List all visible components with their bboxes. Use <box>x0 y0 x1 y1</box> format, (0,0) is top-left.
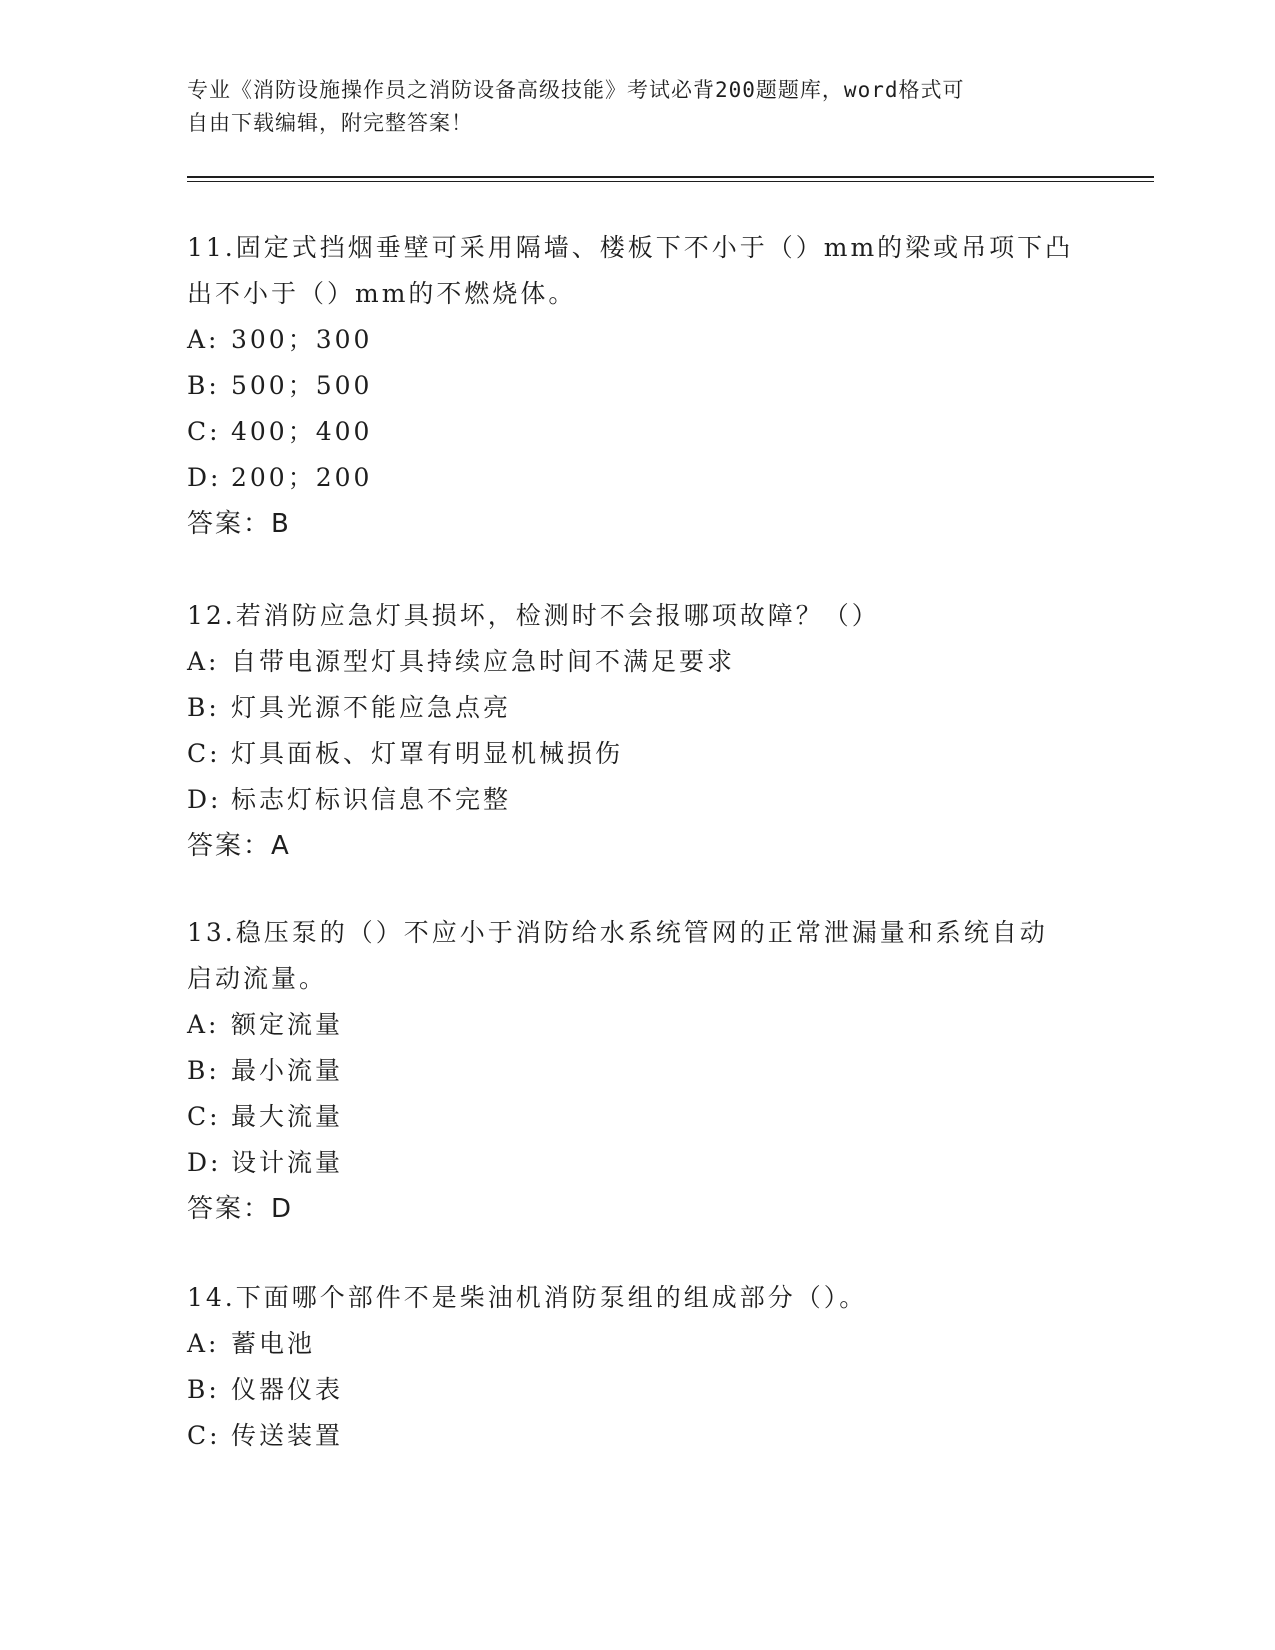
option-a <box>187 317 1087 363</box>
question-14 <box>187 1275 1087 1459</box>
option-key: D: <box>187 1148 222 1177</box>
option-text: 标志灯标识信息不完整 <box>231 785 512 814</box>
option-key: C: <box>187 739 221 768</box>
question-stem-line: 启动流量。 <box>187 964 328 993</box>
option-key: A: <box>187 1329 220 1358</box>
option-text: 500；500 <box>231 371 373 400</box>
option-b <box>187 363 1087 409</box>
option-key: A: <box>187 325 220 354</box>
question-13 <box>187 910 1087 1232</box>
option-key: B: <box>187 371 220 400</box>
option-text: 自带电源型灯具持续应急时间不满足要求 <box>231 647 736 676</box>
question-stem <box>187 910 1087 1002</box>
option-key: B: <box>187 693 220 722</box>
option-text: 灯具光源不能应急点亮 <box>231 693 512 722</box>
question-11 <box>187 225 1087 547</box>
option-key: B: <box>187 1375 220 1404</box>
question-stem-line: 出不小于（）mm的不燃烧体。 <box>187 279 577 308</box>
question-stem-line: 13.稳压泵的（）不应小于消防给水系统管网的正常泄漏量和系统自动 <box>187 918 1048 947</box>
option-b <box>187 685 1087 731</box>
option-text: 仪器仪表 <box>231 1375 344 1404</box>
option-a <box>187 1321 1087 1367</box>
option-b <box>187 1048 1087 1094</box>
option-key: A: <box>187 647 220 676</box>
question-stem <box>187 593 1087 639</box>
option-text: 最小流量 <box>231 1056 344 1085</box>
option-c <box>187 1094 1087 1140</box>
option-c <box>187 409 1087 455</box>
question-stem <box>187 1275 1087 1321</box>
option-key: D: <box>187 463 222 492</box>
option-d <box>187 1140 1087 1186</box>
option-key: D: <box>187 785 222 814</box>
option-key: A: <box>187 1010 220 1039</box>
option-text: 400；400 <box>231 417 373 446</box>
answer: 答案：B <box>187 509 291 539</box>
option-text: 300；300 <box>231 325 373 354</box>
question-stem-line: 12.若消防应急灯具损坏，检测时不会报哪项故障？（） <box>187 601 880 630</box>
option-key: C: <box>187 417 221 446</box>
option-c <box>187 1413 1087 1459</box>
option-key: C: <box>187 1421 221 1450</box>
question-12 <box>187 593 1087 869</box>
header-divider <box>187 176 1154 182</box>
option-key: B: <box>187 1056 220 1085</box>
header-line-2: 自由下载编辑，附完整答案！ <box>187 111 473 135</box>
answer: 答案：D <box>187 1194 294 1224</box>
question-stem <box>187 225 1087 317</box>
answer: 答案：A <box>187 831 291 861</box>
option-text: 额定流量 <box>231 1010 344 1039</box>
question-stem-line: 14.下面哪个部件不是柴油机消防泵组的组成部分（）。 <box>187 1283 868 1312</box>
option-c <box>187 731 1087 777</box>
option-d <box>187 455 1087 501</box>
option-text: 灯具面板、灯罩有明显机械损伤 <box>231 739 624 768</box>
header-line-1: 专业《消防设施操作员之消防设备高级技能》考试必背200题题库，word格式可 <box>187 78 965 102</box>
option-d <box>187 777 1087 823</box>
option-text: 200；200 <box>231 463 373 492</box>
option-text: 最大流量 <box>231 1102 344 1131</box>
option-text: 设计流量 <box>231 1148 344 1177</box>
document-header <box>187 74 1087 140</box>
option-a <box>187 639 1087 685</box>
question-stem-line: 11.固定式挡烟垂壁可采用隔墙、楼板下不小于（）mm的梁或吊项下凸 <box>187 233 1074 262</box>
option-a <box>187 1002 1087 1048</box>
option-key: C: <box>187 1102 221 1131</box>
option-b <box>187 1367 1087 1413</box>
option-text: 蓄电池 <box>231 1329 316 1358</box>
option-text: 传送装置 <box>231 1421 344 1450</box>
